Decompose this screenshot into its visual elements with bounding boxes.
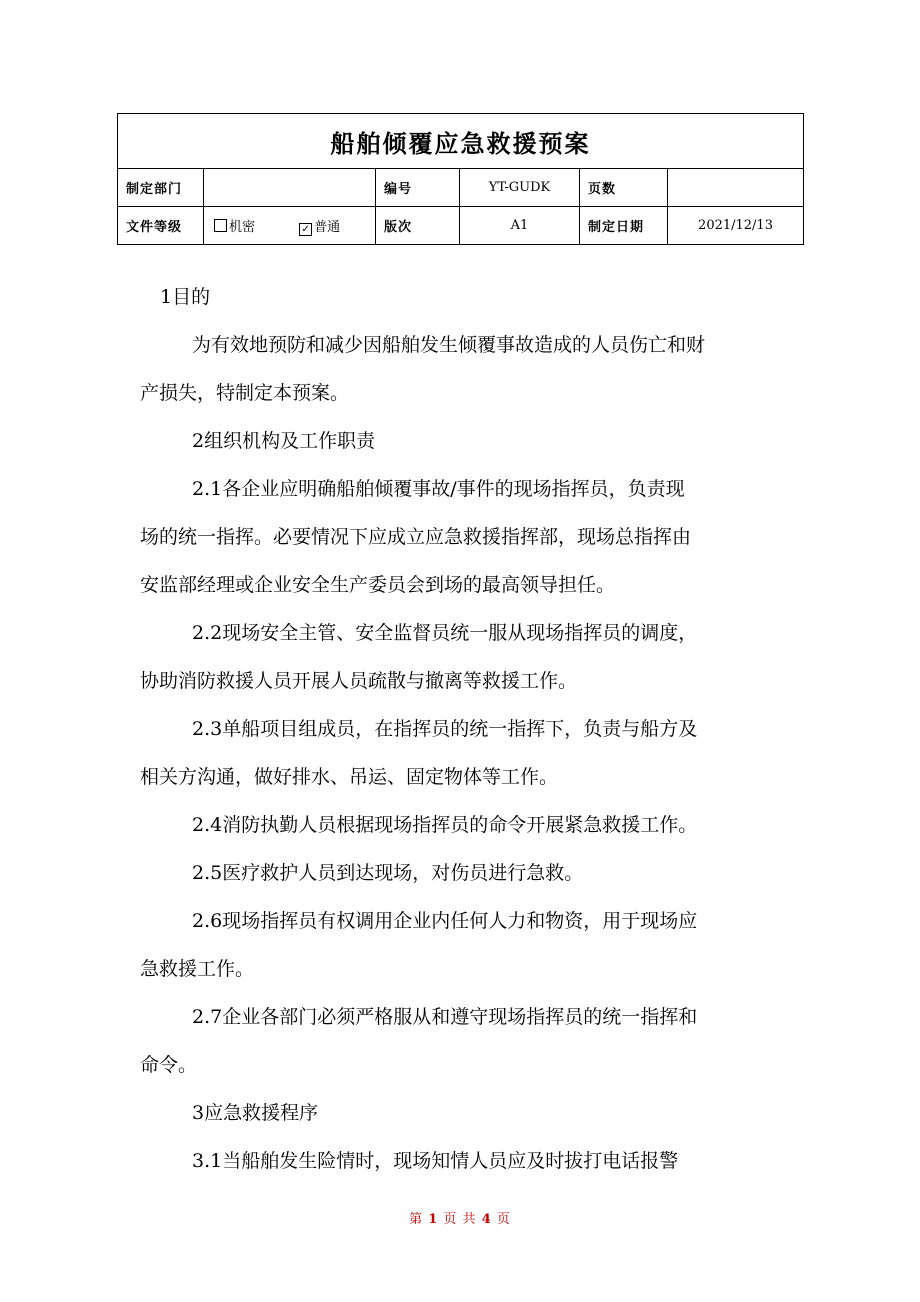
paragraph-line: 2.5医疗救护人员到达现场，对伤员进行急救。: [192, 862, 584, 884]
footer-prefix: 第: [409, 1212, 424, 1227]
paragraph-line: 相关方沟通，做好排水、吊运、固定物体等工作。: [140, 766, 559, 788]
page-footer: [0, 1208, 920, 1227]
version-value: A1: [460, 207, 580, 245]
document-header-table: [117, 113, 804, 245]
paragraph-line: 命令。: [140, 1054, 198, 1076]
dept-value: [204, 169, 376, 207]
total-page-count: 4: [481, 1212, 492, 1227]
level-option-secret: [214, 216, 255, 235]
level-option-normal: [299, 216, 340, 236]
paragraph-line: 2.6现场指挥员有权调用企业内任何人力和物资，用于现场应: [192, 910, 698, 932]
paragraph-line: 场的统一指挥。必要情况下应成立应急救援指挥部，现场总指挥由: [140, 526, 692, 548]
paragraph-line: 2.4消防执勤人员根据现场指挥员的命令开展紧急救援工作。: [192, 814, 698, 836]
paragraph-line: 3.1当船舶发生险情时，现场知情人员应及时拔打电话报警: [192, 1150, 679, 1172]
dept-label: 制定部门: [118, 169, 204, 207]
paragraph-line: 协助消防救援人员开展人员疏散与撤离等救援工作。: [140, 670, 578, 692]
paragraph-line: 2.7企业各部门必须严格服从和遵守现场指挥员的统一指挥和: [192, 1006, 698, 1028]
level-options: [204, 207, 376, 245]
paragraph-line: 急救援工作。: [140, 958, 255, 980]
version-label: 版次: [376, 207, 460, 245]
checkbox-empty-icon: [214, 219, 227, 232]
section-heading: 3应急救援程序: [192, 1102, 319, 1124]
paragraph-line: 产损失，特制定本预案。: [140, 382, 350, 404]
pages-label: 页数: [580, 169, 668, 207]
paragraph-line: 2.1各企业应明确船舶倾覆事故/事件的现场指挥员，负责现: [192, 478, 685, 500]
document-title: 船舶倾覆应急救援预案: [118, 114, 804, 169]
code-value: YT-GUDK: [460, 169, 580, 207]
level-option-secret-label: 机密: [229, 219, 256, 235]
code-label: 编号: [376, 169, 460, 207]
footer-suffix: 页: [496, 1212, 511, 1227]
section-heading: 1目的: [160, 286, 211, 308]
level-label: 文件等级: [118, 207, 204, 245]
paragraph-line: 安监部经理或企业安全生产委员会到场的最高领导担任。: [140, 574, 616, 596]
section-heading: 2组织机构及工作职责: [192, 430, 376, 452]
pages-value: [668, 169, 804, 207]
paragraph-line: 2.2现场安全主管、安全监督员统一服从现场指挥员的调度，: [192, 622, 698, 644]
level-option-normal-label: 普通: [314, 219, 341, 235]
paragraph-line: 为有效地预防和减少因船舶发生倾覆事故造成的人员伤亡和财: [192, 334, 706, 356]
date-value: 2021/12/13: [668, 207, 804, 245]
date-label: 制定日期: [580, 207, 668, 245]
checkbox-checked-icon: ✓: [299, 223, 312, 236]
current-page-number: 1: [428, 1212, 439, 1227]
footer-mid: 页 共: [443, 1212, 477, 1227]
paragraph-line: 2.3单船项目组成员，在指挥员的统一指挥下，负责与船方及: [192, 718, 698, 740]
